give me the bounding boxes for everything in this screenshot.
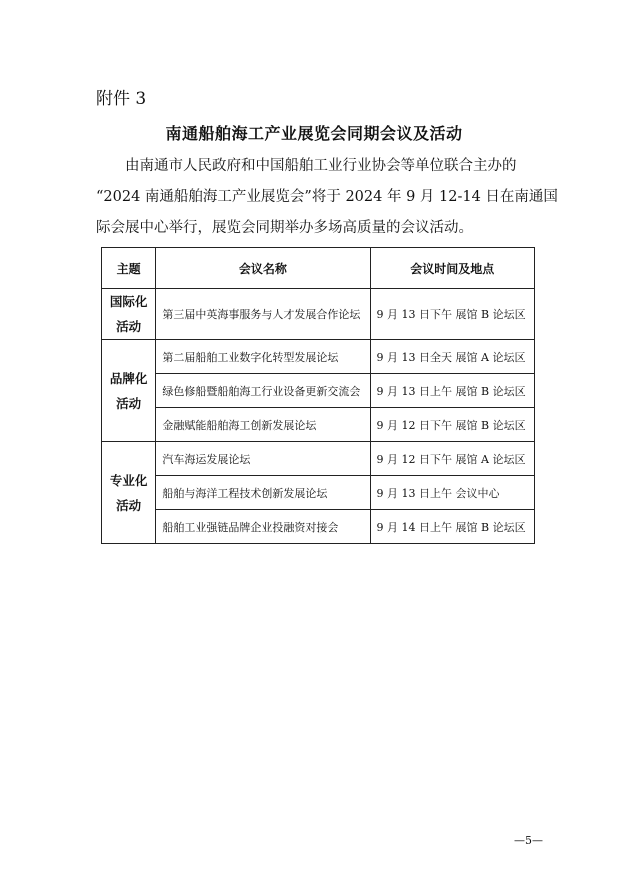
meeting-name-cell: 绿色修船暨船舶海工行业设备更新交流会 (156, 374, 370, 408)
header-time-place: 会议时间及地点 (370, 248, 534, 289)
table-header-row (102, 248, 535, 289)
meeting-name-cell: 金融赋能船舶海工创新发展论坛 (156, 408, 370, 442)
topic-line: 专业化 (109, 472, 148, 488)
table-row (102, 374, 535, 408)
time-place-cell: 9 月 14 日上午 展馆 B 论坛区 (370, 510, 534, 544)
topic-cell (102, 289, 156, 340)
table-row (102, 442, 535, 476)
intro-paragraph (96, 151, 558, 244)
table-row (102, 340, 535, 374)
time-place-cell: 9 月 13 日下午 展馆 B 论坛区 (370, 289, 534, 340)
meeting-name-cell: 第二届船舶工业数字化转型发展论坛 (156, 340, 370, 374)
events-table (101, 247, 535, 544)
meeting-name-cell: 船舶与海洋工程技术创新发展论坛 (156, 476, 370, 510)
table-row (102, 510, 535, 544)
time-place-cell: 9 月 12 日下午 展馆 B 论坛区 (370, 408, 534, 442)
intro-line: “2024 南通船舶海工产业展览会”将于 2024 年 9 月 12-14 日在南通国 (96, 189, 558, 205)
table-row (102, 289, 535, 340)
intro-line: 由南通市人民政府和中国船舶工业行业协会等单位联合主办的 (125, 158, 517, 174)
header-name: 会议名称 (156, 248, 370, 289)
intro-line: 际会展中心举行，展览会同期举办多场高质量的会议活动。 (96, 220, 473, 236)
document-title: 南通船舶海工产业展览会同期会议及活动 (165, 124, 463, 143)
topic-cell (102, 442, 156, 544)
table-row (102, 476, 535, 510)
topic-cell (102, 340, 156, 442)
attachment-label: 附件 3 (96, 89, 147, 109)
time-place-cell: 9 月 13 日上午 会议中心 (370, 476, 534, 510)
topic-line: 活动 (116, 319, 142, 334)
topic-line: 活动 (116, 497, 142, 513)
topic-line: 活动 (116, 395, 142, 411)
meeting-name-cell: 汽车海运发展论坛 (156, 442, 370, 476)
time-place-cell: 9 月 13 日上午 展馆 B 论坛区 (370, 374, 534, 408)
page-number: —5— (514, 834, 543, 847)
time-place-cell: 9 月 13 日全天 展馆 A 论坛区 (370, 340, 534, 374)
meeting-name-cell: 船舶工业强链品牌企业投融资对接会 (156, 510, 370, 544)
topic-line: 品牌化 (109, 370, 148, 386)
time-place-cell: 9 月 12 日下午 展馆 A 论坛区 (370, 442, 534, 476)
topic-line: 国际化 (109, 294, 148, 309)
meeting-name-cell: 第三届中英海事服务与人才发展合作论坛 (156, 289, 370, 340)
table-row (102, 408, 535, 442)
header-topic: 主题 (102, 248, 156, 289)
